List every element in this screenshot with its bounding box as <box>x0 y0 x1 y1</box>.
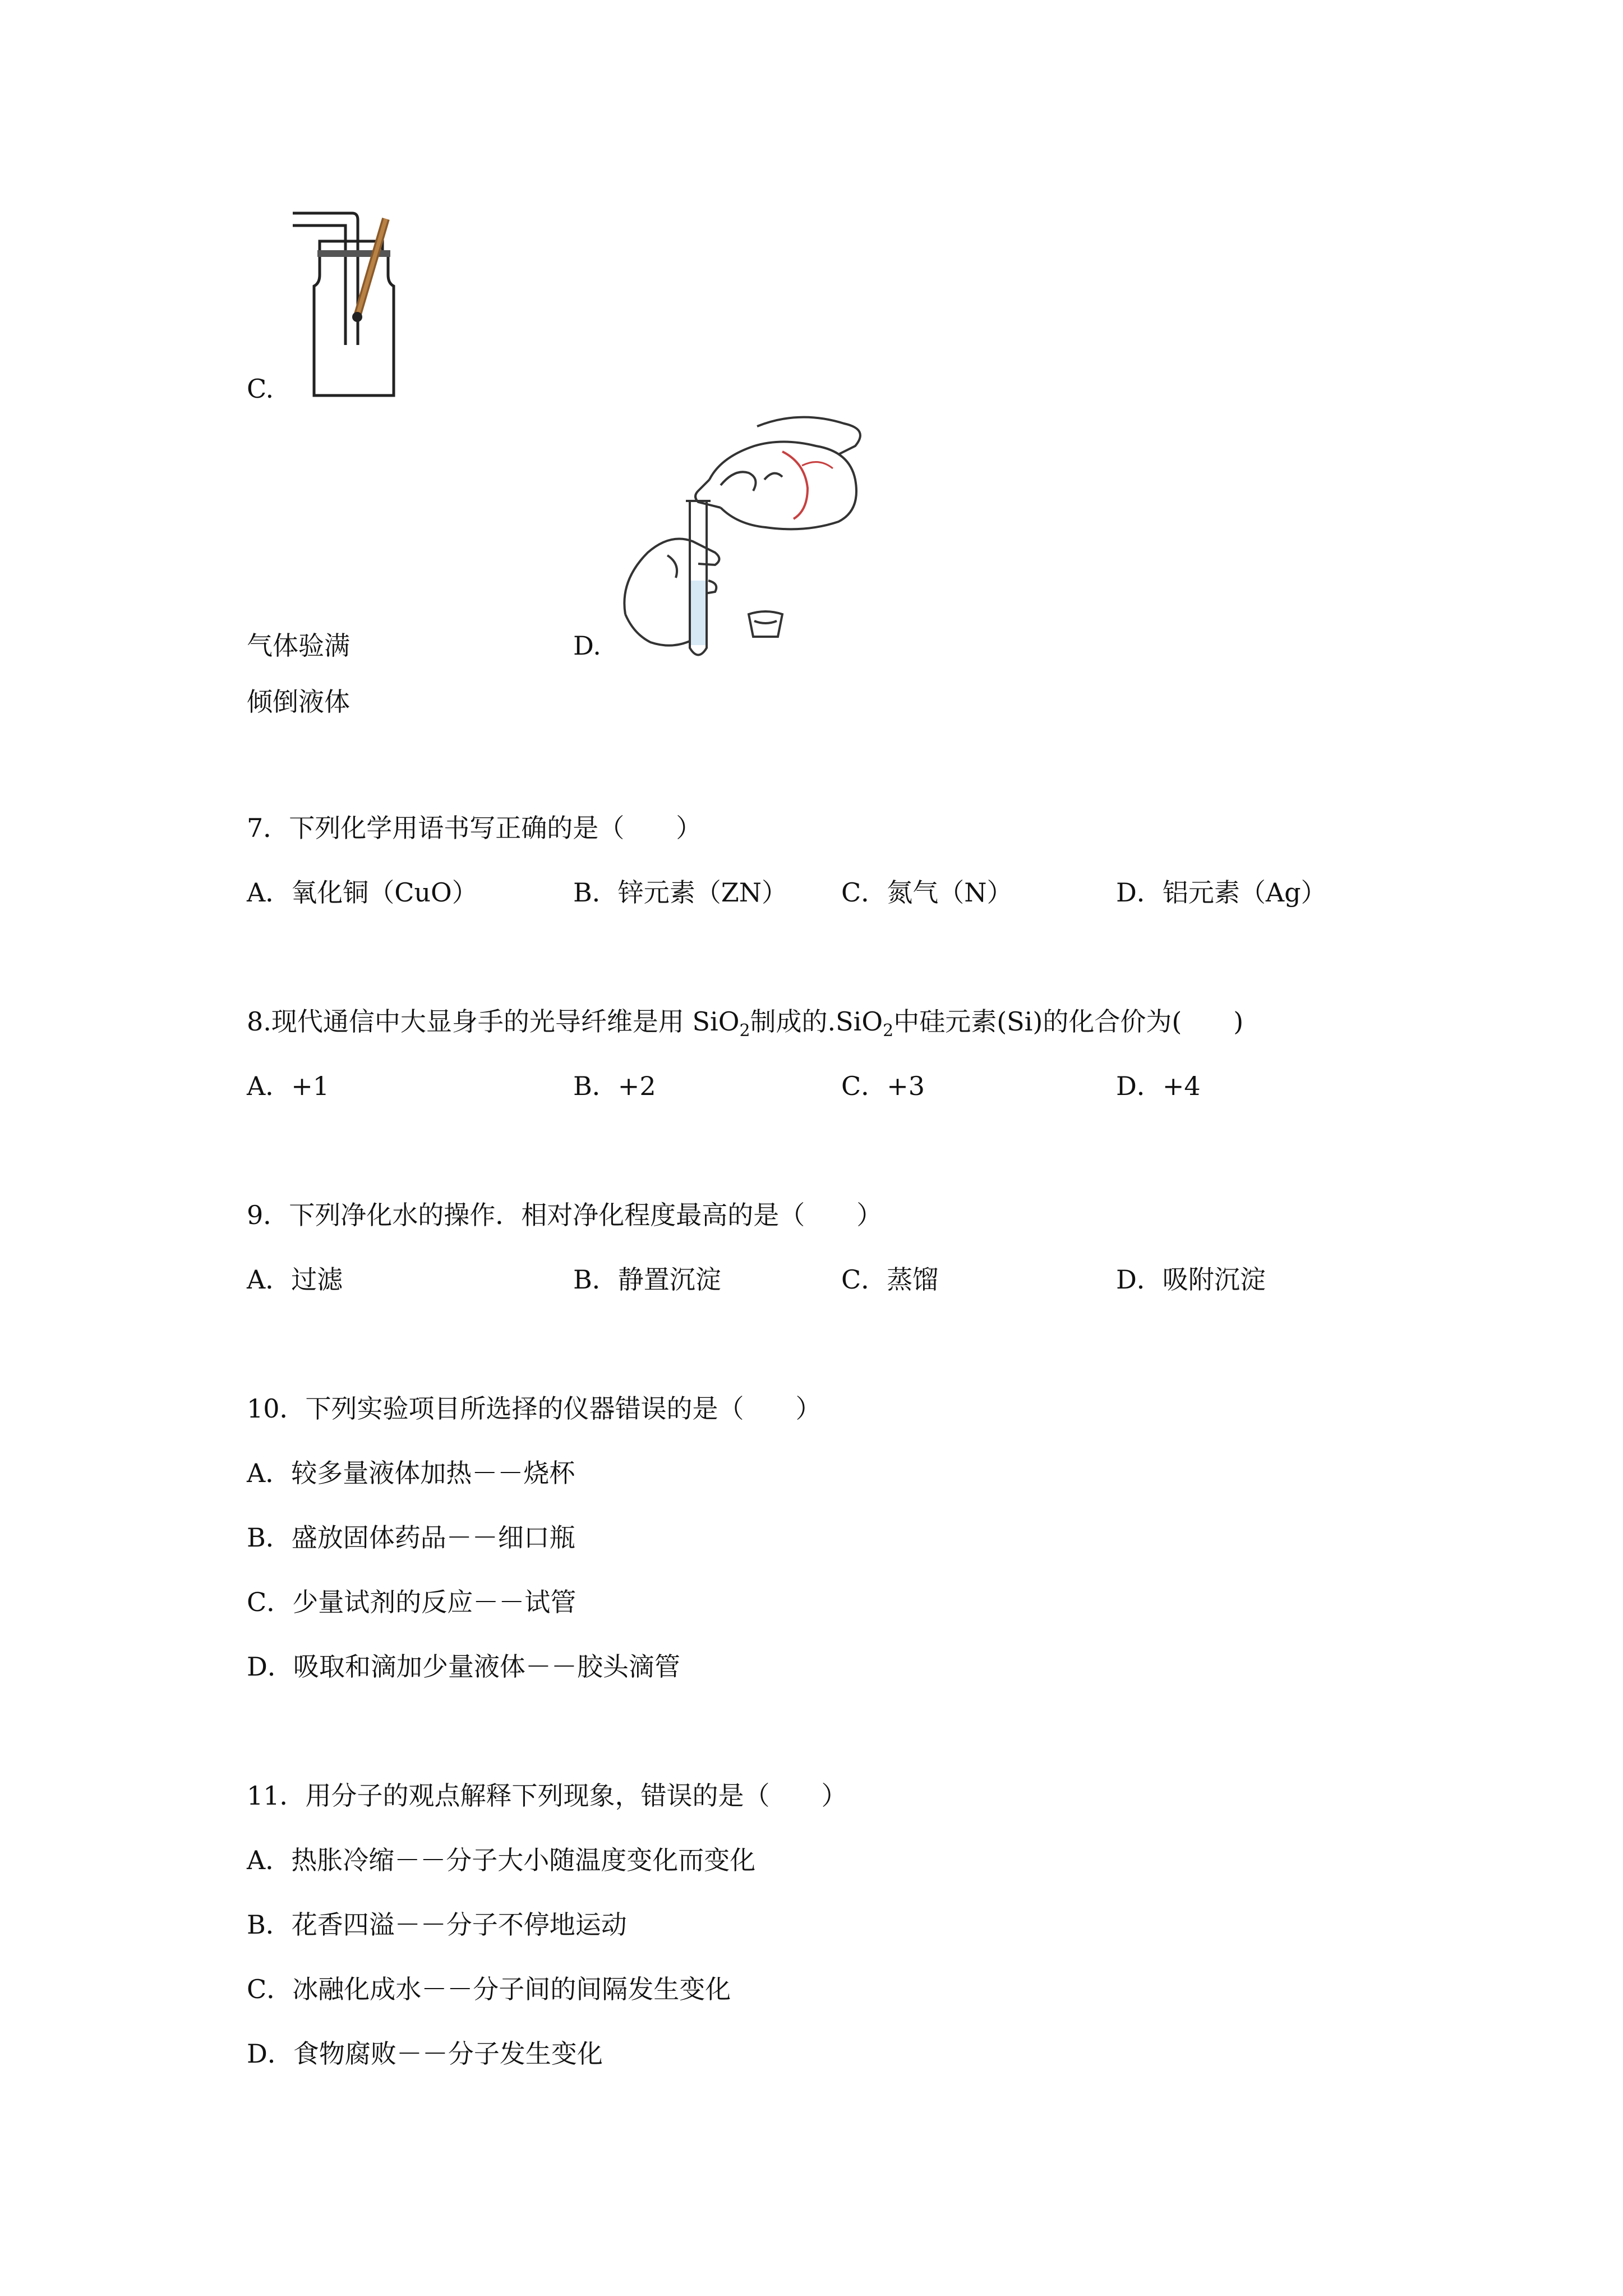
q6-option-d-caption: 倾倒液体 <box>247 687 350 717</box>
q10-stem: 10．下列实验项目所选择的仪器错误的是（ ） <box>247 1393 822 1424</box>
q7-option-a: A．氧化铜（CuO） <box>247 877 478 908</box>
q7-stem: 7．下列化学用语书写正确的是（ ） <box>247 813 702 843</box>
q11-stem: 11．用分子的观点解释下列现象，错误的是（ ） <box>247 1780 847 1811</box>
q7-option-d: D．铝元素（Ag） <box>1116 877 1327 908</box>
q8-option-d: D．+4 <box>1116 1071 1201 1101</box>
q6-option-c-label: C. <box>247 374 274 404</box>
q8-option-c: C．+3 <box>841 1071 925 1101</box>
q8-option-b: B．+2 <box>573 1071 656 1101</box>
q9-option-c: C．蒸馏 <box>841 1264 939 1295</box>
q10-option-b: B．盛放固体药品－－细口瓶 <box>247 1522 575 1553</box>
q9-stem: 9．下列净化水的操作．相对净化程度最高的是（ ） <box>247 1200 883 1230</box>
q8-option-a: A．+1 <box>247 1071 330 1101</box>
q6-option-d-label: D. <box>573 631 601 661</box>
q7-option-b: B．锌元素（ZN） <box>573 877 788 908</box>
q11-option-b: B．花香四溢－－分子不停地运动 <box>247 1910 627 1940</box>
q11-option-d: D．食物腐败－－分子发生变化 <box>247 2039 603 2069</box>
q9-option-d: D．吸附沉淀 <box>1116 1264 1266 1295</box>
q11-option-a: A．热胀冷缩－－分子大小随温度变化而变化 <box>247 1845 756 1875</box>
q9-option-b: B．静置沉淀 <box>573 1264 721 1295</box>
q7-option-c: C．氮气（N） <box>841 877 1013 908</box>
q8-stem: 8.现代通信中大显身手的光导纤维是用 SiO$_2$制成的.SiO$_2$中硅元素(Si)的化合价为( ) <box>247 1006 1244 1041</box>
q6-option-c-caption: 气体验满 <box>247 631 350 661</box>
q9-option-a: A．过滤 <box>247 1264 343 1295</box>
q10-option-a: A．较多量液体加热－－烧杯 <box>247 1458 575 1488</box>
q10-option-c: C．少量试剂的反应－－试管 <box>247 1587 577 1617</box>
q11-option-c: C．冰融化成水－－分子间的间隔发生变化 <box>247 1974 731 2004</box>
gas-bottle-illustration <box>286 202 404 404</box>
q10-option-d: D．吸取和滴加少量液体－－胶头滴管 <box>247 1651 680 1682</box>
pouring-liquid-illustration <box>614 412 878 659</box>
